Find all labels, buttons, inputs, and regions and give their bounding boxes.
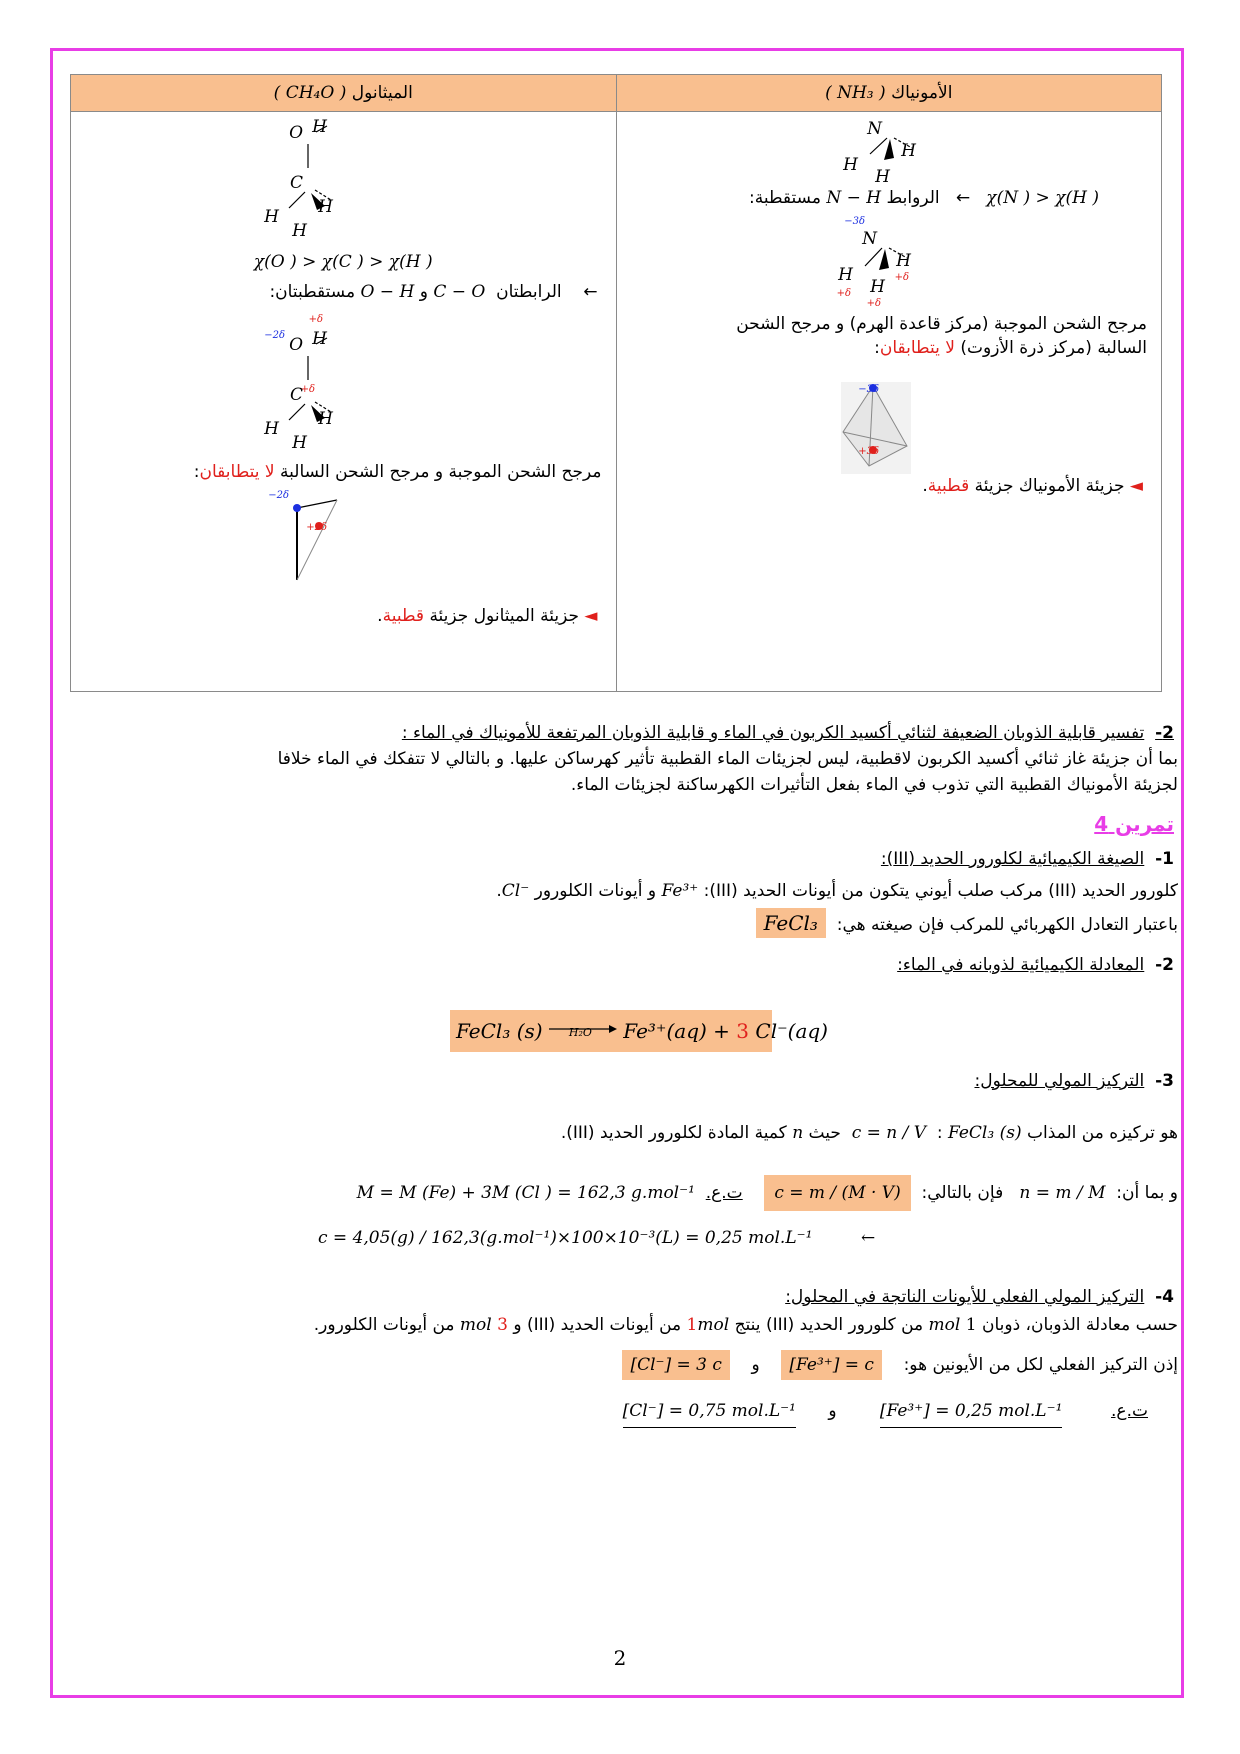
svg-text:O: O (289, 123, 303, 143)
svg-text:δ+: δ+ (894, 272, 909, 283)
svg-text:N: N (861, 229, 877, 249)
svg-text:H: H (318, 197, 333, 217)
svg-text:2δ+: 2δ+ (306, 522, 327, 533)
methanol-molecule-diagram (261, 114, 381, 244)
svg-text:H: H (895, 251, 911, 271)
svg-text:H: H (264, 419, 279, 439)
ammonia-partial-charges-diagram (827, 214, 947, 314)
s2-title: 2- المعادلة الكيميائية لذوبانه في الماء: (897, 955, 1174, 975)
q2-text-line1: بما أن جزيئة غاز ثنائي أكسيد الكربون لاقطبية، ليس لجزيئات الماء القطبية تأثير كهرساكن عليها. و بالتالي لا تتفكك في الماء خلافا (277, 749, 1178, 769)
svg-text:C: C (289, 385, 303, 405)
svg-text:H: H (837, 265, 853, 285)
dissolution-equation-box: FeCl₃ (s) H₂O Fe³⁺(aq) + 3 Cl⁻(aq) (450, 1010, 772, 1052)
s1-title: 1- الصيغة الكيميائية لكلورور الحديد (III): (880, 849, 1174, 869)
svg-text:H: H (842, 155, 858, 175)
methanol-en-comparison: χ(O ) > χ(C ) > χ(H ) (253, 252, 433, 272)
svg-text:N: N (866, 119, 882, 139)
s3-title: 3- التركيز المولي للمحلول: (974, 1071, 1174, 1091)
s3-line2: و بما أن: n = m / M فإن بالتالي: c = m / (M · V) ت.ع. M = M (Fe) + 3M (Cl ) = 162,3 g.mol⁻¹ (357, 1180, 1178, 1206)
svg-text:H: H (264, 207, 279, 227)
q2-text-line2: لجزيئة الأمونياك القطبية التي تذوب في الماء بفعل التأثيرات الكهرساكنة لجزيئات الماء. (570, 775, 1178, 795)
methanol-cell (71, 112, 617, 692)
ammonia-bond-line: χ(N ) > χ(H ) ← الروابط N − H مستقطبة: (749, 188, 1099, 208)
ammonia-molecule-diagram (832, 118, 942, 198)
s4-title: 4- التركيز المولي الفعلي للأيونات الناتجة في المحلول: (785, 1287, 1174, 1307)
comparison-table (70, 74, 1162, 692)
s4-line1: حسب معادلة الذوبان، ذوبان 1 mol من كلورور الحديد (III) ينتج 1mol من أيونات الحديد (III) و 3 mol من أيونات الكلورور. (313, 1315, 1178, 1335)
svg-text:δ+: δ+ (300, 384, 315, 395)
exercise-4-title: تمرين 4 (1094, 812, 1174, 836)
svg-text:δ+: δ+ (836, 288, 851, 299)
cl-concentration-box: [Cl⁻] = 3 c (622, 1350, 729, 1380)
s1-line1: كلورور الحديد (III) مركب صلب أيوني يتكون من أيونات الحديد (III): Fe³⁺ و أيونات الكلورور Cl⁻. (496, 881, 1178, 901)
svg-text:C: C (289, 173, 303, 193)
ammonia-centers-text: مرجح الشحن الموجبة (مركز قاعدة الهرم) و مرجح الشحن السالبة (مركز ذرة الأزوت) لا يتطابقان: (736, 314, 1147, 358)
methanol-conclusion: ◄ جزيئة الميثانول جزيئة قطبية. (377, 606, 598, 626)
svg-text:3δ−: 3δ− (857, 384, 879, 395)
s3-line1: هو تركيزه من المذاب FeCl₃ (s) : c = n / V حيث n كمية المادة لكلورور الحديد (III). (560, 1123, 1178, 1143)
methanol-header: الميثانول ( CH₄O ) (71, 75, 617, 112)
methanol-triangle-diagram (268, 490, 391, 590)
s4-line3: ت.ع. [Fe³⁺] = 0,25 mol.L⁻¹ و [Cl⁻] = 0,75 mol.L⁻¹ (623, 1398, 1148, 1424)
svg-text:H: H (292, 221, 307, 241)
svg-text:H: H (869, 277, 885, 297)
s1-line2: باعتبار التعادل الكهربائي للمركب فإن صيغته هي: FeCl₃ (756, 910, 1178, 938)
svg-text:H: H (312, 117, 327, 137)
ammonia-conclusion: ◄ جزيئة الأمونياك جزيئة قطبية. (922, 476, 1143, 496)
svg-text:3δ−: 3δ− (843, 216, 865, 227)
q2-title: 2- تفسير قابلية الذوبان الضعيفة لثنائي أكسيد الكربون في الماء و قابلية الذوبان المرتفعة للأمونياك في الماء : (401, 723, 1174, 743)
methanol-partial-charges-diagram (261, 310, 391, 453)
svg-text:δ+: δ+ (866, 298, 881, 309)
s3-calculation: c = 4,05(g) / 162,3(g.mol⁻¹)×100×10⁻³(L) = 0,25 mol.L⁻¹ ← (318, 1228, 876, 1248)
svg-text:H: H (874, 167, 890, 187)
c-formula-box: c = m / (M · V) (764, 1175, 910, 1211)
svg-text:δ+: δ+ (308, 314, 323, 325)
fecl3-formula-box: FeCl₃ (756, 908, 826, 938)
ammonia-cell (616, 112, 1162, 692)
ammonia-header: الأمونياك ( NH₃ ) (616, 75, 1162, 112)
page-number: 2 (613, 1646, 627, 1670)
svg-text:H: H (312, 329, 327, 349)
svg-text:H: H (318, 409, 333, 429)
methanol-centers-text: مرجح الشحن الموجبة و مرجح الشحن السالبة لا يتطابقان: (193, 462, 602, 482)
svg-text:2δ−: 2δ− (268, 490, 289, 501)
ammonia-pyramid-diagram (839, 380, 949, 480)
fe-concentration-box: [Fe³⁺] = c (781, 1350, 882, 1380)
svg-text:3δ+: 3δ+ (857, 446, 879, 457)
s4-line2: إذن التركيز الفعلي لكل من الأيونين هو: [Fe³⁺] = c و [Cl⁻] = 3 c (622, 1352, 1178, 1378)
methanol-bond-line: ← الرابطتان C − O و O − H مستقطبتان: (269, 282, 598, 302)
svg-text:H: H (900, 141, 916, 161)
svg-text:2δ−: 2δ− (264, 330, 285, 341)
svg-text:H: H (292, 433, 307, 453)
svg-text:O: O (289, 335, 303, 355)
